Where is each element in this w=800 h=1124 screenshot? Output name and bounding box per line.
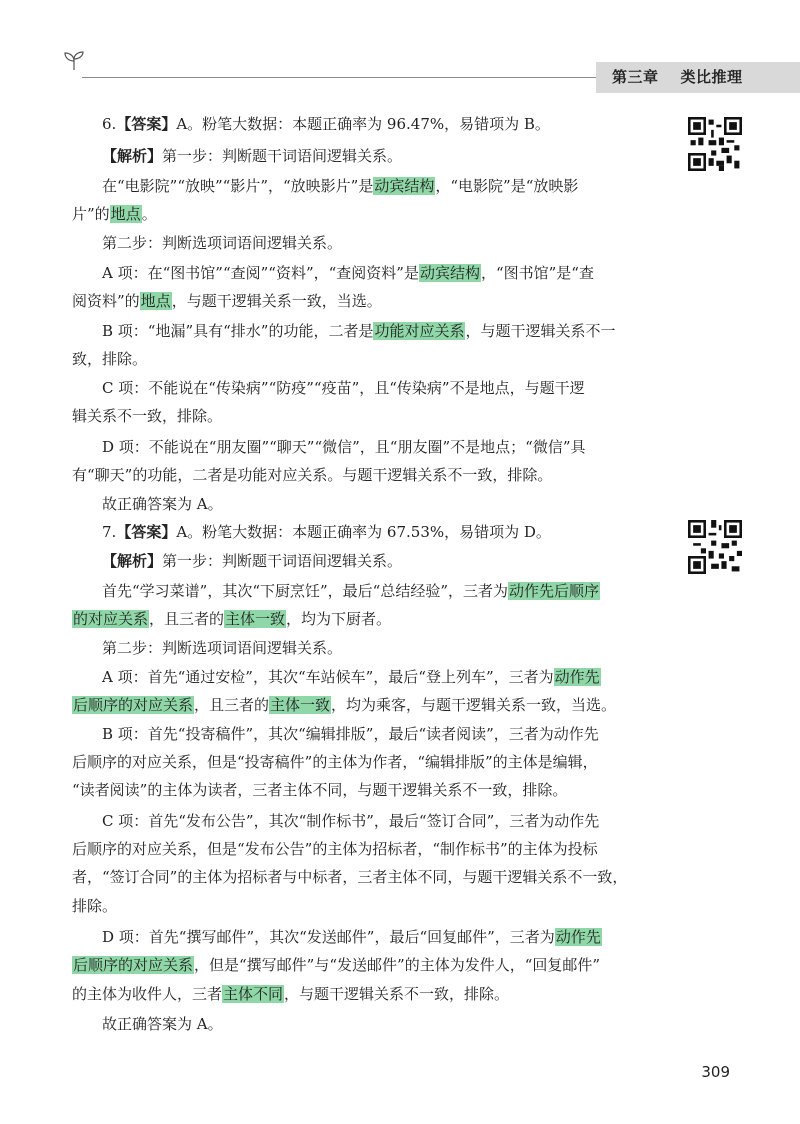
q7-option-a-line-2 — [72, 694, 616, 716]
highlight: 动宾结构 — [419, 264, 480, 282]
text-segment: ，且三者的 — [194, 696, 270, 714]
highlight: 主体一致 — [270, 696, 331, 714]
q7-answer-line — [102, 521, 551, 543]
highlight: 主体一致 — [225, 610, 286, 628]
text-segment: 阅资料”的 — [72, 292, 140, 310]
text-segment: 片”的 — [72, 205, 110, 223]
text-segment: ，且三者的 — [149, 610, 225, 628]
q7-option-c-line-3: 者，“签订合同”的主体为招标者与中标者，三者主体不同，与题干逻辑关系不一致， — [72, 868, 628, 886]
q7-option-d-line-2 — [72, 954, 600, 976]
q7-option-a-line-1 — [102, 666, 601, 688]
highlight: 动作先 — [554, 668, 600, 686]
text-segment: 在“电影院”“放映”“影片”，“放映影片”是 — [102, 177, 374, 195]
text-segment: B 项：“地漏”具有“排水”的功能，二者是 — [102, 322, 374, 340]
q7-answer-text: A。粉笔大数据：本题正确率为 67.53%，易错项为 D。 — [176, 523, 551, 541]
q6-answer-line — [102, 113, 550, 135]
q7-number: 7. — [102, 523, 117, 541]
text-segment: D 项：首先“撰写邮件”，其次“发送邮件”，最后“回复邮件”，三者为 — [102, 928, 555, 946]
q7-stem-line-1 — [102, 580, 600, 602]
text-segment: A 项：在“图书馆”“查阅”“资料”，“查阅资料”是 — [102, 264, 419, 282]
text-segment: A 项：首先“通过安检”，其次“车站候车”，最后“登上列车”，三者为 — [102, 668, 554, 686]
q6-option-c-line-1: C 项：不能说在“传染病”“防疫”“疫苗”，且“传染病”不是地点，与题干逻 — [102, 379, 585, 397]
q7-option-c-line-4: 排除。 — [72, 897, 118, 915]
q6-step1: 第一步：判断题干词语间逻辑关系。 — [162, 147, 403, 165]
q6-stem-line-2 — [72, 203, 157, 225]
sprout-icon — [62, 48, 86, 72]
q6-option-d-line-1: D 项：不能说在“朋友圈”“聊天”“微信”，且“朋友圈”不是地点；“微信”具 — [102, 438, 586, 456]
text-segment: ，均为乘客，与题干逻辑关系一致，当选。 — [331, 696, 617, 714]
highlight: 主体不同 — [223, 985, 284, 1003]
text-segment: ，均为下厨者。 — [286, 610, 392, 628]
q7-stem-line-2 — [72, 608, 391, 630]
q6-conclusion: 故正确答案为 A。 — [102, 495, 223, 513]
text-segment: 首先“学习菜谱”，其次“下厨烹饪”，最后“总结经验”，三者为 — [102, 582, 509, 600]
q6-option-d-line-2: 有“聊天”的功能，二者是功能对应关系。与题干逻辑关系不一致，排除。 — [72, 466, 553, 484]
q7-option-b-line-3: “读者阅读”的主体为读者，三者主体不同，与题干逻辑关系不一致，排除。 — [72, 781, 568, 799]
highlight: 功能对应关系 — [374, 322, 465, 340]
q7-conclusion: 故正确答案为 A。 — [102, 1015, 223, 1033]
q7-option-c-line-2: 后顺序的对应关系，但是“发布公告”的主体为招标者，“制作标书”的主体为投标 — [72, 840, 598, 858]
q6-number: 6. — [102, 115, 117, 133]
answer-tag: 【答案】 — [116, 523, 177, 541]
text-segment: ，“图书馆”是“查 — [480, 264, 594, 282]
highlight: 动作先后顺序 — [509, 582, 600, 600]
text-segment: ，与题干逻辑关系不一 — [465, 322, 616, 340]
q7-analysis-line — [102, 550, 402, 572]
text-segment: 。 — [141, 205, 157, 223]
highlight: 地点 — [140, 292, 171, 310]
q6-option-a-line-2 — [72, 290, 382, 312]
q6-answer-text: A。粉笔大数据：本题正确率为 96.47%，易错项为 B。 — [176, 115, 550, 133]
qr-code-icon[interactable] — [688, 520, 742, 574]
q6-option-b-line-1 — [102, 320, 616, 342]
text-segment: ，与题干逻辑关系一致，当选。 — [171, 292, 382, 310]
highlight: 后顺序的对应关系 — [73, 696, 194, 714]
q6-stem-line-1 — [102, 175, 578, 197]
q7-step1: 第一步：判断题干词语间逻辑关系。 — [162, 552, 403, 570]
qr-code-icon[interactable] — [688, 117, 742, 171]
highlight: 动宾结构 — [374, 177, 435, 195]
q6-option-b-line-2: 致，排除。 — [72, 350, 148, 368]
q7-option-b-line-2: 后顺序的对应关系，但是“投寄稿件”的主体为作者，“编辑排版”的主体是编辑， — [72, 753, 598, 771]
text-segment: ，“电影院”是“放映影 — [435, 177, 579, 195]
header-rule — [82, 77, 596, 78]
q7-option-c-line-1: C 项：首先“发布公告”，其次“制作标书”，最后“签订合同”，三者为动作先 — [102, 812, 600, 830]
text-segment: 的主体为收件人，三者 — [72, 985, 223, 1003]
highlight: 后顺序的对应关系 — [73, 956, 194, 974]
q7-option-d-line-1 — [102, 926, 602, 948]
page-number: 309 — [701, 1063, 730, 1081]
chapter-label: 第三章 — [612, 68, 659, 86]
q7-option-d-line-3 — [72, 983, 509, 1005]
analysis-tag: 【解析】 — [102, 147, 163, 165]
q6-option-a-line-1 — [102, 262, 594, 284]
running-header — [612, 66, 743, 87]
chapter-title: 类比推理 — [680, 68, 743, 86]
highlight: 动作先 — [555, 928, 601, 946]
text-segment: ，与题干逻辑关系不一致，排除。 — [284, 985, 510, 1003]
q6-analysis-line — [102, 145, 402, 167]
q6-step2: 第二步：判断选项词语间逻辑关系。 — [102, 234, 343, 252]
q7-step2: 第二步：判断选项词语间逻辑关系。 — [102, 639, 343, 657]
analysis-tag: 【解析】 — [102, 552, 163, 570]
answer-tag: 【答案】 — [116, 115, 177, 133]
q6-option-c-line-2: 辑关系不一致，排除。 — [72, 407, 223, 425]
highlight: 的对应关系 — [73, 610, 149, 628]
q7-option-b-line-1: B 项：首先“投寄稿件”，其次“编辑排版”，最后“读者阅读”，三者为动作先 — [102, 725, 599, 743]
highlight: 地点 — [110, 205, 141, 223]
text-segment: ，但是“撰写邮件”与“发送邮件”的主体为发件人，“回复邮件” — [194, 956, 601, 974]
